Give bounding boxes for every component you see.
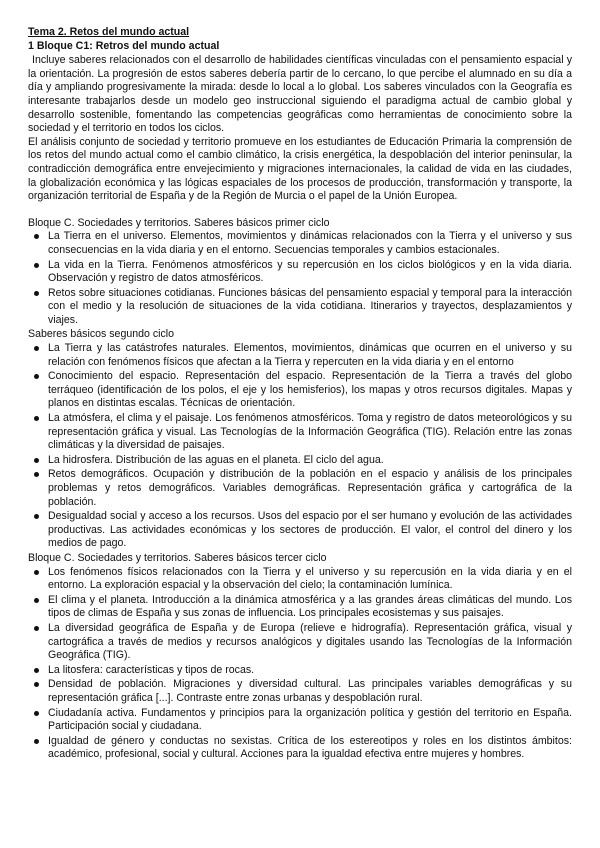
list-item-text: La atmósfera, el clima y el paisaje. Los fenómenos atmosféricos. Toma y registro de datos meteorológicos y su representación gráfica y visual. Las Tecnologías de la Información Geográfica (TIG). Relación entre las zonas climáticas y la diversidad de paisajes. [48,412,572,452]
bullet-icon [34,416,39,421]
list-item [28,707,572,734]
bullet-icon [34,682,39,687]
list-item [28,230,572,257]
bullet-list [28,566,572,762]
list-item [28,370,572,411]
bullet-icon [34,570,39,575]
list-item [28,342,572,369]
bullet-icon [34,263,39,268]
document-subtitle: 1 Bloque C1: Retros del mundo actual [28,39,220,52]
section-second-cycle [28,328,572,551]
list-item [28,735,572,762]
list-item [28,678,572,705]
section-heading: Bloque C. Sociedades y territorios. Saberes básicos tercer ciclo [28,551,327,564]
list-item-text: El clima y el planeta. Introducción a la dinámica atmosférica y a las grandes áreas climáticas del mundo. Los tipos de climas de España y sus zonas de influencia. Los principales ecosistemas y sus paisajes. [48,593,572,620]
list-item [28,412,572,453]
list-item-text: La Tierra y las catástrofes naturales. Elementos, movimientos, dinámicas que ocurren en el universo y su relación con fenómenos físicos que afectan a la Tierra y repercuten en la vida diaria y en el entorno [48,342,572,368]
list-item-text: Los fenómenos físicos relacionados con la Tierra y el universo y su repercusión en la vida diaria y en el entorno. La exploración espacial y la observación del cielo; la contaminación lumínica. [48,565,572,592]
section-first-cycle [28,217,572,328]
list-item [28,622,572,663]
bullet-list [28,342,572,551]
list-item-text: Retos demográficos. Ocupación y distribución de la población en el espacio y análisis de los principales problemas y retos demográficos. Variables demográficas. Representación gráfica y cartográfica de la población. [48,468,572,508]
list-item [28,664,572,678]
list-item [28,259,572,286]
section-spacer [28,204,572,217]
list-item [28,510,572,551]
bullet-icon [34,626,39,631]
bullet-icon [34,291,39,296]
section-heading: Saberes básicos segundo ciclo [28,328,175,341]
list-item-text: La hidrosfera. Distribución de las aguas en el planeta. El ciclo del agua. [48,453,384,466]
section-third-cycle [28,552,572,762]
intro-paragraph: Incluye saberes relacionados con el desarrollo de habilidades científicas vinculadas con el pensamiento espacial y la orientación. La progresión de estos saberes debería partir de lo cercano, lo que percibe el alumnado en su día a día y ampliando progresivamente la mirada: desde lo local a lo global. Los saberes vinculados con la Geografía es interesante trabajarlos desde un modelo geo instruccional siguiendo el paradigma actual de cambio global y desarrollo sostenible, fomentando las competencias geográficas como herramientas de conocimiento sobre la sociedad y el territorio en todos los ciclos. [28,54,572,135]
document-title: Tema 2. Retos del mundo actual [28,26,190,38]
list-item [28,468,572,509]
list-item-text: La vida en la Tierra. Fenómenos atmosféricos y su repercusión en los ciclos biológicos y en la vida diaria. Observación y registro de datos atmosféricos. [48,258,572,285]
list-item-text: Desigualdad social y acceso a los recursos. Usos del espacio por el ser humano y evolución de las actividades productivas. Las actividades económicas y los sectores de producción. El valor, el control del dinero y los medios de pago. [48,510,572,550]
bullet-icon [34,668,39,673]
list-item-text: Ciudadanía activa. Fundamentos y principios para la organización política y gestión del territorio en España. Participación social y ciudadana. [48,706,572,733]
list-item-text: Conocimiento del espacio. Representación del espacio. Representación de la Tierra a través del globo terráqueo (identificación de los polos, el eje y los hemisferios), los mapas y otros recursos digitales. Mapas y planos en distintas escalas. Técnicas de orientación. [48,370,572,410]
bullet-icon [34,458,39,463]
bullet-icon [34,739,39,744]
list-item-text: Retos sobre situaciones cotidianas. Funciones básicas del pensamiento espacial y temporal para la interacción con el medio y la resolución de situaciones de la vida cotidiana. Itinerarios y trayectos, desplazamientos y viajes. [48,286,572,326]
bullet-icon [34,598,39,603]
analysis-paragraph: El análisis conjunto de sociedad y territorio promueve en los estudiantes de Educación Primaria la comprensión de los retos del mundo actual como el cambio climático, la crisis energética, la despoblación del interior peninsular, la contradicción demográfica entre envejecimiento y migraciones internacionales, la calidad de vida en las ciudades, la globalización económica y las lógicas espaciales de los procesos de producción, transformación y transporte, la organización territorial de España y de la Región de Murcia o el papel de la Unión Europea. [28,135,572,203]
list-item [28,594,572,621]
list-item-text: Densidad de población. Migraciones y diversidad cultural. Las principales variables demográficas y su representación gráfica [...]. Contraste entre zonas urbanas y despoblación rural. [48,678,572,704]
list-item [28,454,572,468]
bullet-icon [34,514,39,519]
list-item-text: La Tierra en el universo. Elementos, movimientos y dinámicas relacionados con la Tierra y el universo y sus consecuencias en la vida diaria y en el entorno. Secuencias temporales y cambios estacionales. [48,230,572,256]
bullet-icon [34,234,39,239]
bullet-icon [34,346,39,351]
bullet-icon [34,472,39,477]
list-item-text: Igualdad de género y conductas no sexistas. Crítica de los estereotipos y roles en los distintos ámbitos: académico, profesional, social y cultural. Acciones para la igualdad efectiva entre mujeres y hombres. [48,734,572,761]
bullet-list [28,230,572,327]
list-item-text: La diversidad geográfica de España y de Europa (relieve e hidrografía). Representación gráfica, visual y cartográfica a través de medios y recursos analógicos y digitales usando las Tecnologías de la Información Geográfica (TIG). [48,621,572,662]
section-heading: Bloque C. Sociedades y territorios. Saberes básicos primer ciclo [28,216,330,229]
list-item [28,566,572,593]
bullet-icon [34,711,39,716]
list-item [28,287,572,328]
list-item-text: La litosfera: características y tipos de rocas. [48,663,255,676]
bullet-icon [34,374,39,379]
